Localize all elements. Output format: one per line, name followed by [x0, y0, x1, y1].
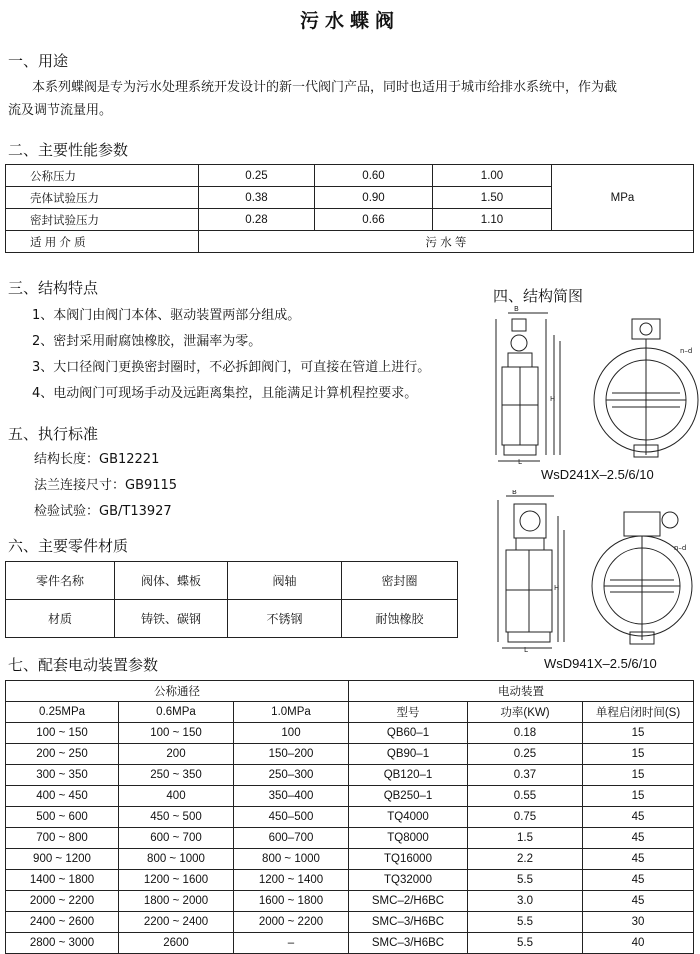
table-cell: 450 ~ 500 — [119, 807, 234, 828]
table-cell: 800 ~ 1000 — [119, 849, 234, 870]
table-cell: 30 — [583, 912, 694, 933]
table-row — [6, 765, 694, 786]
standards-list — [34, 447, 177, 525]
list-item: 4、电动阀门可现场手动及远距离集控，且能满足计算机程控要求。 — [32, 386, 418, 401]
table-cell: 900 ~ 1200 — [6, 849, 119, 870]
table-cell: SMC–3/H6BC — [349, 933, 468, 954]
table-cell: 100 ~ 150 — [119, 723, 234, 744]
table-cell: 0.55 — [468, 786, 583, 807]
table-cell: SMC–2/H6BC — [349, 891, 468, 912]
param-value: 0.25 — [199, 165, 315, 187]
table-cell: QB60–1 — [349, 723, 468, 744]
dim-label: n–d — [674, 544, 687, 552]
table-cell: 15 — [583, 765, 694, 786]
dim-label: H — [554, 584, 560, 592]
param-label: 公称压力 — [6, 165, 199, 187]
table-cell: 5.5 — [468, 870, 583, 891]
table-row — [6, 849, 694, 870]
dim-label: B — [514, 305, 519, 313]
table-row — [6, 165, 694, 187]
list-item: 结构长度：GB12221 — [34, 452, 160, 467]
section-2-heading: 二、主要性能参数 — [8, 141, 129, 159]
table-cell: 250 ~ 350 — [119, 765, 234, 786]
table-cell: 5.5 — [468, 912, 583, 933]
table-header-cell: 单程启闭时间(S) — [583, 702, 694, 723]
param-value: 1.10 — [433, 209, 552, 231]
drawing-1-caption: WsD241X–2.5/6/10 — [541, 467, 654, 482]
param-value: 0.60 — [315, 165, 433, 187]
table-cell: 2200 ~ 2400 — [119, 912, 234, 933]
table-cell: 600–700 — [234, 828, 349, 849]
actuator-table — [5, 680, 694, 954]
section-3-heading: 三、结构特点 — [8, 279, 99, 297]
table-cell: 45 — [583, 849, 694, 870]
table-cell: 700 ~ 800 — [6, 828, 119, 849]
table-cell: 材质 — [6, 600, 115, 638]
table-row — [6, 870, 694, 891]
param-value: 1.00 — [433, 165, 552, 187]
table-cell: 3.0 — [468, 891, 583, 912]
table-cell: 1400 ~ 1800 — [6, 870, 119, 891]
param-value: 0.90 — [315, 187, 433, 209]
table-cell: 耐蚀橡胶 — [342, 600, 458, 638]
table-cell: 45 — [583, 870, 694, 891]
table-header-cell: 阀体、蝶板 — [115, 562, 228, 600]
table-cell: 铸铁、碳钢 — [115, 600, 228, 638]
table-row — [6, 231, 694, 253]
table-cell: TQ8000 — [349, 828, 468, 849]
table-header-cell: 型号 — [349, 702, 468, 723]
table-row — [6, 600, 458, 638]
table-cell: 200 — [119, 744, 234, 765]
table-header-cell: 密封圈 — [342, 562, 458, 600]
valve-drawing-1 — [494, 305, 700, 465]
list-item: 1、本阀门由阀门本体、驱动装置两部分组成。 — [32, 308, 301, 323]
section-5-heading: 五、执行标准 — [8, 425, 99, 443]
table-row — [6, 912, 694, 933]
table-cell: 40 — [583, 933, 694, 954]
table-cell: QB90–1 — [349, 744, 468, 765]
table-cell: 300 ~ 350 — [6, 765, 119, 786]
table-row — [6, 933, 694, 954]
table-row — [6, 723, 694, 744]
table-cell: 0.25 — [468, 744, 583, 765]
table-cell: 1.5 — [468, 828, 583, 849]
table-cell: 1200 ~ 1600 — [119, 870, 234, 891]
table-row — [6, 891, 694, 912]
section-1-heading: 一、用途 — [8, 52, 69, 70]
table-group-header: 公称通径 — [6, 681, 349, 702]
drawing-2-caption: WsD941X–2.5/6/10 — [544, 656, 657, 671]
table-header-cell: 功率(KW) — [468, 702, 583, 723]
table-cell: 2000 ~ 2200 — [6, 891, 119, 912]
dim-label: B — [512, 490, 517, 496]
page-title: 污水蝶阀 — [299, 10, 400, 32]
table-cell: 0.75 — [468, 807, 583, 828]
features-list — [32, 303, 430, 407]
table-cell: 1800 ~ 2000 — [119, 891, 234, 912]
table-cell: 2.2 — [468, 849, 583, 870]
param-label: 壳体试验压力 — [6, 187, 199, 209]
section-6-heading: 六、主要零件材质 — [8, 537, 129, 555]
table-row — [6, 807, 694, 828]
param-value: 0.38 — [199, 187, 315, 209]
table-header-cell: 1.0MPa — [234, 702, 349, 723]
dim-label: H — [550, 395, 556, 403]
table-cell: 不锈钢 — [228, 600, 342, 638]
param-value: 0.66 — [315, 209, 433, 231]
section-4-heading: 四、结构简图 — [493, 287, 584, 305]
table-cell: 450–500 — [234, 807, 349, 828]
param-value: 1.50 — [433, 187, 552, 209]
table-cell: 45 — [583, 891, 694, 912]
table-cell: 400 — [119, 786, 234, 807]
table-cell: TQ4000 — [349, 807, 468, 828]
table-header-cell: 阀轴 — [228, 562, 342, 600]
table-header-cell: 零件名称 — [6, 562, 115, 600]
table-cell: 0.37 — [468, 765, 583, 786]
table-cell: TQ32000 — [349, 870, 468, 891]
table-cell: 15 — [583, 723, 694, 744]
table-cell: 5.5 — [468, 933, 583, 954]
section-7-heading: 七、配套电动装置参数 — [8, 656, 159, 674]
table-group-header: 电动装置 — [349, 681, 694, 702]
table-cell: 45 — [583, 828, 694, 849]
table-row — [6, 744, 694, 765]
table-cell: TQ16000 — [349, 849, 468, 870]
table-cell: 2600 — [119, 933, 234, 954]
list-item: 法兰连接尺寸：GB9115 — [34, 478, 178, 493]
param-value: 0.28 — [199, 209, 315, 231]
valve-drawing-2 — [494, 490, 700, 654]
table-cell: 2400 ~ 2600 — [6, 912, 119, 933]
table-header-cell: 0.6MPa — [119, 702, 234, 723]
table-cell: 600 ~ 700 — [119, 828, 234, 849]
table-row — [6, 828, 694, 849]
table-cell: 1200 ~ 1400 — [234, 870, 349, 891]
table-cell: 400 ~ 450 — [6, 786, 119, 807]
table-cell: 350–400 — [234, 786, 349, 807]
table-cell: 15 — [583, 744, 694, 765]
materials-table — [5, 561, 458, 638]
table-cell: QB120–1 — [349, 765, 468, 786]
actuator-table-body — [6, 723, 694, 954]
table-row — [6, 786, 694, 807]
table-cell: 250–300 — [234, 765, 349, 786]
table-row — [6, 702, 694, 723]
dim-label: L — [518, 458, 522, 465]
section-1-line2: 流及调节流量用。 — [8, 103, 113, 118]
list-item: 3、大口径阀门更换密封圈时，不必拆卸阀门，可直接在管道上进行。 — [32, 360, 431, 375]
table-cell: QB250–1 — [349, 786, 468, 807]
table-cell: 800 ~ 1000 — [234, 849, 349, 870]
dim-label: n–d — [680, 347, 693, 355]
table-cell: 150–200 — [234, 744, 349, 765]
table-cell: 45 — [583, 807, 694, 828]
table-cell: 15 — [583, 786, 694, 807]
table-cell: – — [234, 933, 349, 954]
table-cell: 2800 ~ 3000 — [6, 933, 119, 954]
table-cell: 2000 ~ 2200 — [234, 912, 349, 933]
table-cell: 500 ~ 600 — [6, 807, 119, 828]
performance-table — [5, 164, 694, 253]
table-cell: 1600 ~ 1800 — [234, 891, 349, 912]
section-1-line1: 本系列蝶阀是专为污水处理系统开发设计的新一代阀门产品，同时也适用于城市给排水系统中，作为截 — [32, 80, 618, 95]
list-item: 2、密封采用耐腐蚀橡胶，泄漏率为零。 — [32, 334, 262, 349]
table-cell: SMC–3/H6BC — [349, 912, 468, 933]
table-row — [6, 562, 458, 600]
table-cell: 200 ~ 250 — [6, 744, 119, 765]
medium-value: 污 水 等 — [199, 231, 694, 253]
list-item: 检验试验：GB/T13927 — [34, 504, 172, 519]
medium-label: 适 用 介 质 — [6, 231, 199, 253]
table-header-cell: 0.25MPa — [6, 702, 119, 723]
unit-cell: MPa — [552, 165, 694, 231]
table-cell: 0.18 — [468, 723, 583, 744]
table-cell: 100 — [234, 723, 349, 744]
table-row — [6, 681, 694, 702]
param-label: 密封试验压力 — [6, 209, 199, 231]
dim-label: L — [524, 646, 528, 654]
table-cell: 100 ~ 150 — [6, 723, 119, 744]
